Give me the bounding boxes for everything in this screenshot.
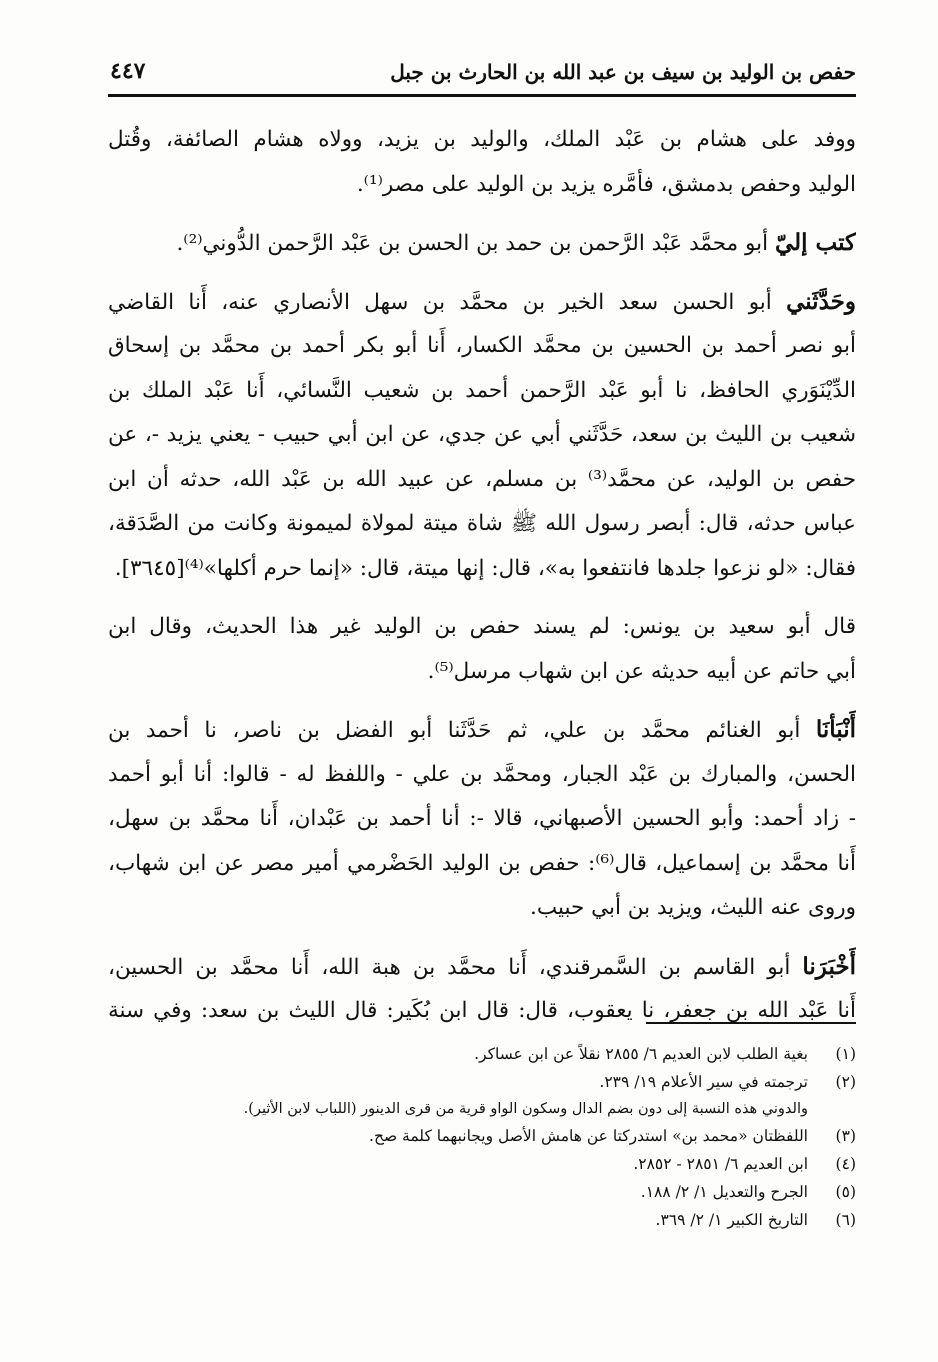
- text-line: [108, 280, 856, 325]
- footnote-text: بغية الطلب لابن العديم ٦/ ٢٨٥٥ نقلاً عن ابن عساكر.: [474, 1045, 808, 1063]
- paragraph: [108, 221, 856, 266]
- text-line: أَنا عَبْد الله بن جعفر، نا يعقوب، قال: قال ابن بُكَير: قال الليث بن سعد: وفي سنة: [108, 998, 856, 1023]
- paragraph: [108, 605, 856, 694]
- paragraph: [108, 118, 856, 207]
- paragraph: [108, 945, 856, 1034]
- text-line: الوليد وحفص بدمشق، فأمَّره يزيد بن الوليد على مصر⁽¹⁾.: [356, 171, 856, 197]
- paragraph-lead: وحَدَّثَني: [786, 287, 856, 315]
- text-line: أبو نصر أحمد بن الحسين بن محمَّد الكسار، أَنا أبو بكر أحمد بن محمَّد بن إسحاق: [108, 333, 856, 358]
- footnote-separator: [646, 1022, 856, 1024]
- footnote-number: (٦): [835, 1211, 856, 1229]
- footnote: [176, 1206, 856, 1234]
- text-line: حفص بن الوليد، عن محمَّد⁽³⁾ بن مسلم، عن عبيد الله بن عَبْد الله، حدثه أن ابن: [108, 466, 856, 492]
- header-title: حفص بن الوليد بن سيف بن عبد الله بن الحارث بن جبل: [390, 60, 856, 84]
- paragraph-lead: أَخْبَرَنا: [802, 952, 856, 980]
- footnote-number: (٥): [835, 1183, 856, 1201]
- paragraph: [108, 708, 856, 931]
- text-line: [108, 945, 856, 990]
- footnote-number: (٤): [835, 1155, 856, 1173]
- paragraph-lead: كتب إليّ: [774, 229, 856, 256]
- footnote-number: (١): [835, 1045, 856, 1063]
- running-header: [108, 58, 856, 97]
- footnote: [176, 1178, 856, 1206]
- text-line: الحسن، والمبارك بن عَبْد الجبار، ومحمَّد بن علي - واللفظ له - قالوا: أنا أبو أحمد: [108, 761, 856, 787]
- text-line: فقال: «لو نزعوا جلدها فانتفعوا به»، قال: إنها ميتة، قال: «إنما حرم أكلها»⁽⁴⁾[٣٦٤٥].: [114, 555, 856, 581]
- footnote: [176, 1122, 856, 1150]
- footnote: [176, 1068, 856, 1096]
- footnote: [176, 1150, 856, 1178]
- footnote-text: ترجمته في سير الأعلام ١٩/ ٢٣٩.: [599, 1073, 808, 1091]
- text-span: أبو الحسن سعد الخير بن محمَّد بن سهل الأنصاري عنه، أَنا القاضي: [108, 289, 772, 315]
- text-line: أبي حاتم عن أبيه حديثه عن ابن شهاب مرسل⁽⁵⁾.: [427, 658, 856, 684]
- footnote-number: (٢): [835, 1073, 856, 1091]
- text-line: ووفد على هشام بن عَبْد الملك، والوليد بن يزيد، وولاه هشام الصائفة، وقُتل: [108, 127, 856, 152]
- footnote-text: ابن العديم ٦/ ٢٨٥١ - ٢٨٥٢.: [633, 1155, 808, 1173]
- main-text: [108, 118, 856, 1048]
- page-number: ٤٤٧: [110, 58, 146, 84]
- text-span: أبو محمَّد عَبْد الرَّحمن بن حمد بن الحسن بن عَبْد الرَّحمن الدُّوني⁽²⁾.: [176, 231, 769, 256]
- text-line: الدِّيْنَوَري الحافظ، نا أبو عَبْد الرَّحمن أحمد بن شعيب النَّسائي، أَنا عَبْد الملك بن: [108, 377, 856, 403]
- paragraph: [108, 280, 856, 592]
- text-line: - زاد أحمد: وأبو الحسين الأصبهاني، قالا -: أنا أحمد بن عَبْدان، أَنا محمَّد بن سهل،: [108, 806, 856, 831]
- text-span: أبو الغنائم محمَّد بن علي، ثم حَدَّثَنا أبو الفضل بن ناصر، نا أحمد بن: [108, 718, 801, 743]
- text-line: شعيب بن الليث بن سعد، حَدَّثَني أبي عن جدي، عن ابن أبي حبيب - يعني يزيد -، عن: [108, 422, 856, 447]
- footnote-number: (٣): [835, 1127, 856, 1145]
- footnote-text: اللفظتان «محمد بن» استدركتا عن هامش الأصل ويجانبهما كلمة صح.: [369, 1127, 808, 1145]
- footnote-text: التاريخ الكبير ١/ ٢/ ٣٦٩.: [655, 1211, 808, 1229]
- text-span: أبو القاسم بن السَّمرقندي، أَنا محمَّد بن هبة الله، أَنا محمَّد بن الحسين،: [108, 954, 791, 980]
- text-line: وروى عنه الليث، ويزيد بن أبي حبيب.: [530, 895, 856, 920]
- paragraph-lead: أَنْبَأنَا: [815, 716, 856, 743]
- text-line: [108, 221, 856, 266]
- footnotes: [176, 1040, 856, 1234]
- text-line: أَنا محمَّد بن إسماعيل، قال⁽⁶⁾: حفص بن الوليد الحَضْرمي أمير مصر عن ابن شهاب،: [108, 850, 856, 876]
- text-line: عباس حدثه، قال: أبصر رسول الله ﷺ شاة ميتة لمولاة لميمونة وكانت من الصَّدَقة،: [108, 511, 856, 536]
- text-line: [108, 708, 856, 753]
- text-line: قال أبو سعيد بن يونس: لم يسند حفص بن الوليد غير هذا الحديث، وقال ابن: [108, 614, 856, 639]
- footnote-continuation: والدوني هذه النسبة إلى دون بضم الدال وسكون الواو قرية من قرى الدينور (اللباب لابن الأثير).: [243, 1101, 808, 1117]
- footnote-text: الجرح والتعديل ١/ ٢/ ١٨٨.: [640, 1183, 808, 1201]
- footnote: [176, 1040, 856, 1068]
